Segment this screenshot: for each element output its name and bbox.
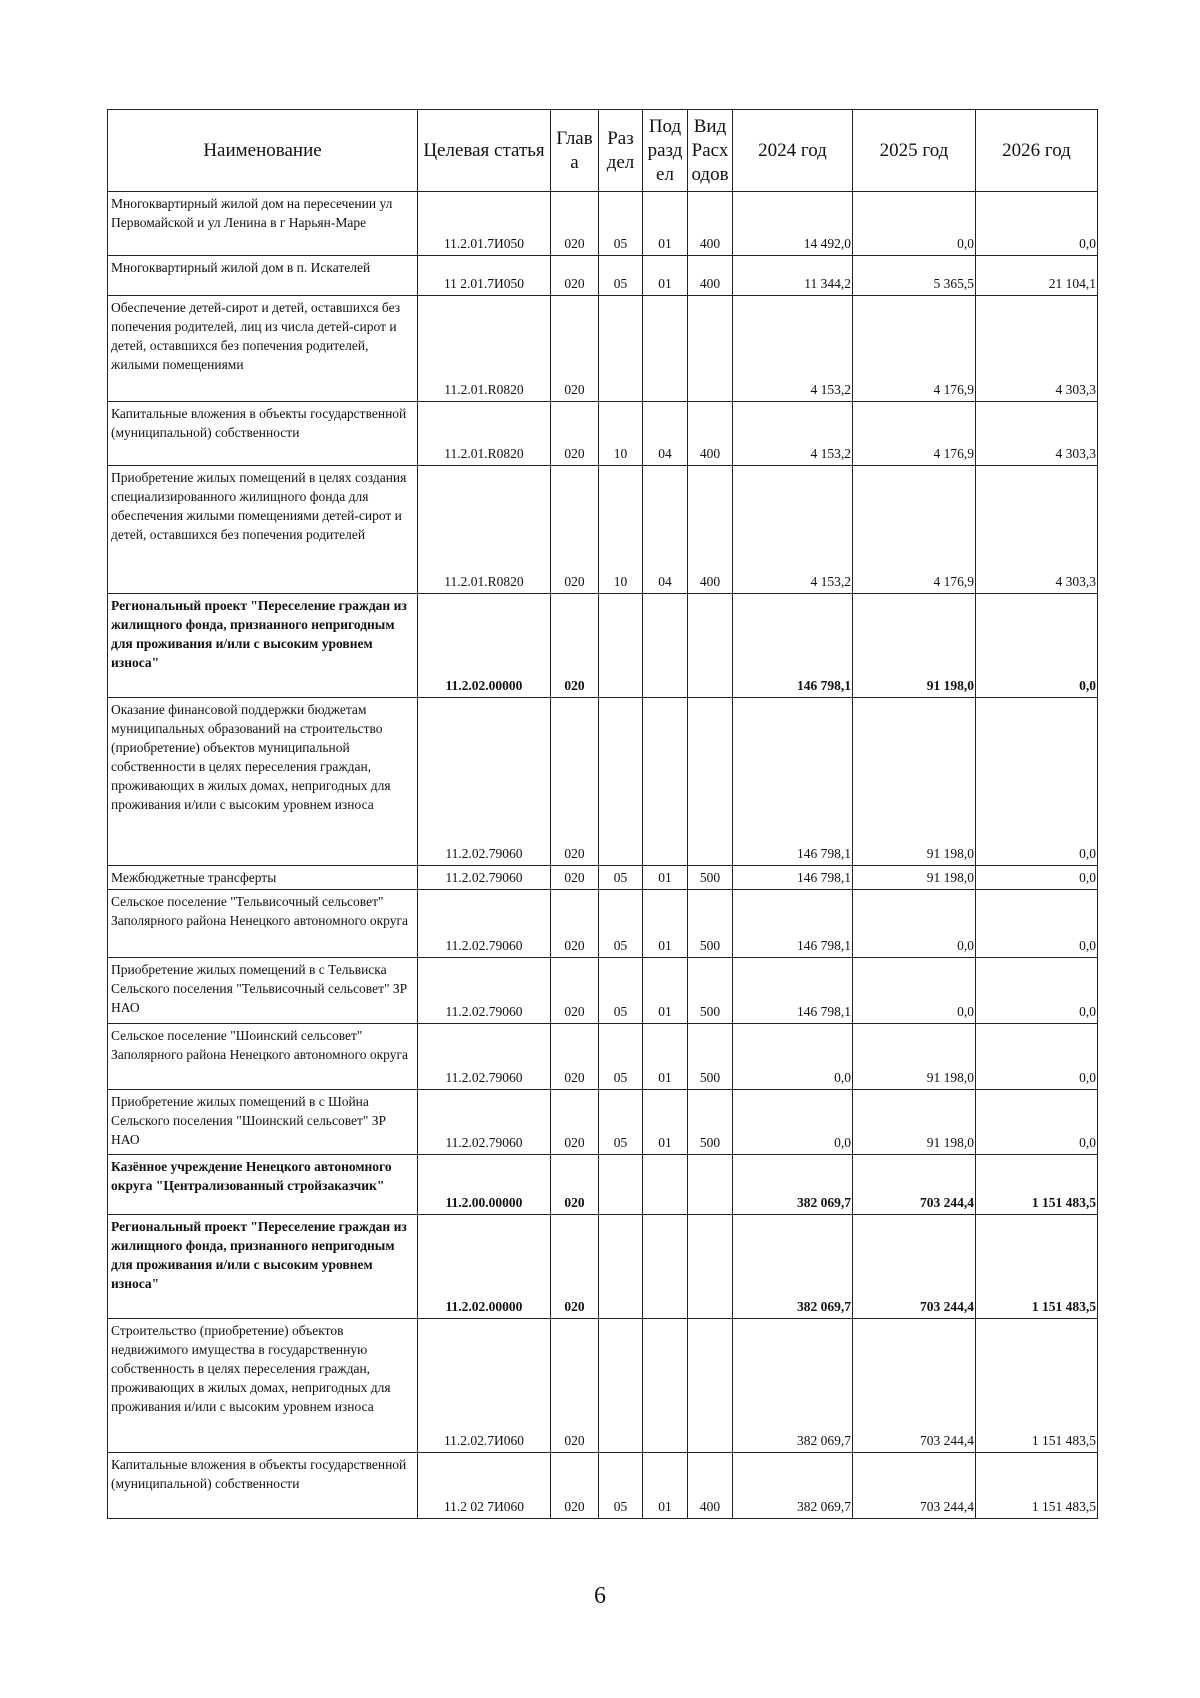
cell-glava: 020 (551, 402, 599, 466)
cell-2026: 21 104,1 (976, 256, 1098, 296)
cell-podrazdel: 01 (643, 866, 688, 890)
table-row (108, 1024, 1098, 1090)
cell-2024: 146 798,1 (733, 958, 853, 1024)
table-row (108, 866, 1098, 890)
table-row (108, 1090, 1098, 1155)
cell-name: Приобретение жилых помещений в с Тельвиска Сельского поселения "Тельвисочный сельсовет" ЗР НАО (108, 958, 418, 1024)
cell-2024: 382 069,7 (733, 1215, 853, 1319)
cell-vid: 400 (688, 256, 733, 296)
cell-2025: 91 198,0 (853, 1024, 976, 1090)
cell-name: Сельское поселение "Тельвисочный сельсовет" Заполярного района Ненецкого автономного округа (108, 890, 418, 958)
cell-glava: 020 (551, 594, 599, 698)
cell-podrazdel: 01 (643, 256, 688, 296)
header-glava: Глав а (551, 110, 599, 192)
cell-2025: 703 244,4 (853, 1215, 976, 1319)
cell-razdel: 05 (599, 192, 643, 256)
cell-vid (688, 698, 733, 866)
cell-vid (688, 1155, 733, 1215)
cell-glava: 020 (551, 866, 599, 890)
cell-podrazdel: 01 (643, 1024, 688, 1090)
cell-vid: 400 (688, 1453, 733, 1519)
header-podrazdel: Под разд ел (643, 110, 688, 192)
cell-2026: 1 151 483,5 (976, 1155, 1098, 1215)
table-row (108, 256, 1098, 296)
table-row (108, 698, 1098, 866)
cell-vid (688, 1319, 733, 1453)
cell-podrazdel (643, 1155, 688, 1215)
cell-razdel (599, 296, 643, 402)
cell-code: 11 2.01.7И050 (418, 256, 551, 296)
cell-name: Региональный проект "Переселение граждан из жилищного фонда, признанного непригодным для проживания и/или с высоким уровнем износа" (108, 1215, 418, 1319)
header-2025: 2025 год (853, 110, 976, 192)
header-name: Наименование (108, 110, 418, 192)
cell-2024: 382 069,7 (733, 1453, 853, 1519)
table-row (108, 466, 1098, 594)
header-row (108, 110, 1098, 192)
cell-2025: 4 176,9 (853, 466, 976, 594)
cell-vid: 500 (688, 866, 733, 890)
cell-2026: 4 303,3 (976, 466, 1098, 594)
table-row (108, 594, 1098, 698)
cell-name: Оказание финансовой поддержки бюджетам муниципальных образований на строительство (приобретение) объектов муниципальной собственности в целях переселения граждан, проживающих в жилых домах, непригодных для проживания и/или с высоким уровнем износа (108, 698, 418, 866)
table-row (108, 1453, 1098, 1519)
table-row (108, 402, 1098, 466)
cell-vid: 400 (688, 466, 733, 594)
cell-podrazdel (643, 594, 688, 698)
cell-glava: 020 (551, 296, 599, 402)
cell-razdel: 05 (599, 256, 643, 296)
cell-glava: 020 (551, 1090, 599, 1155)
cell-code: 11.2.02.00000 (418, 594, 551, 698)
cell-vid (688, 594, 733, 698)
cell-razdel: 10 (599, 402, 643, 466)
cell-2025: 91 198,0 (853, 594, 976, 698)
cell-glava: 020 (551, 958, 599, 1024)
cell-2026: 4 303,3 (976, 296, 1098, 402)
cell-2025: 703 244,4 (853, 1155, 976, 1215)
cell-2026: 0,0 (976, 594, 1098, 698)
cell-name: Многоквартирный жилой дом в п. Искателей (108, 256, 418, 296)
cell-name: Строительство (приобретение) объектов недвижимого имущества в государственную собственность в целях переселения граждан, проживающих в жилых домах, непригодных для проживания и/или с высоким уровнем износа (108, 1319, 418, 1453)
cell-code: 11.2.00.00000 (418, 1155, 551, 1215)
cell-2025: 703 244,4 (853, 1453, 976, 1519)
cell-2024: 382 069,7 (733, 1319, 853, 1453)
header-2026: 2026 год (976, 110, 1098, 192)
header-code: Целевая статья (418, 110, 551, 192)
cell-razdel (599, 1215, 643, 1319)
cell-razdel (599, 1319, 643, 1453)
cell-glava: 020 (551, 466, 599, 594)
cell-vid: 500 (688, 958, 733, 1024)
cell-2025: 91 198,0 (853, 698, 976, 866)
cell-2026: 1 151 483,5 (976, 1215, 1098, 1319)
cell-2024: 146 798,1 (733, 594, 853, 698)
cell-2024: 0,0 (733, 1024, 853, 1090)
cell-code: 11.2.02.79060 (418, 698, 551, 866)
cell-glava: 020 (551, 698, 599, 866)
cell-podrazdel (643, 698, 688, 866)
cell-name: Региональный проект "Переселение граждан из жилищного фонда, признанного непригодным для проживания и/или с высоким уровнем износа" (108, 594, 418, 698)
cell-podrazdel (643, 1215, 688, 1319)
cell-podrazdel: 04 (643, 402, 688, 466)
table-row (108, 1155, 1098, 1215)
cell-razdel: 05 (599, 1024, 643, 1090)
cell-name: Капитальные вложения в объекты государственной (муниципальной) собственности (108, 402, 418, 466)
cell-code: 11.2.02.79060 (418, 1024, 551, 1090)
cell-2025: 4 176,9 (853, 296, 976, 402)
cell-vid: 500 (688, 890, 733, 958)
cell-glava: 020 (551, 256, 599, 296)
cell-2026: 0,0 (976, 192, 1098, 256)
header-vid: Вид Расх одов (688, 110, 733, 192)
cell-2025: 5 365,5 (853, 256, 976, 296)
cell-name: Казённое учреждение Ненецкого автономного округа "Централизованный стройзаказчик" (108, 1155, 418, 1215)
cell-2026: 1 151 483,5 (976, 1319, 1098, 1453)
header-razdel: Раз дел (599, 110, 643, 192)
cell-podrazdel (643, 296, 688, 402)
cell-2026: 1 151 483,5 (976, 1453, 1098, 1519)
cell-code: 11.2 02 7И060 (418, 1453, 551, 1519)
cell-code: 11.2.02.79060 (418, 958, 551, 1024)
table-row (108, 296, 1098, 402)
cell-code: 11.2.01.7И050 (418, 192, 551, 256)
cell-podrazdel: 01 (643, 958, 688, 1024)
table-row (108, 890, 1098, 958)
cell-podrazdel (643, 1319, 688, 1453)
cell-code: 11.2.02.79060 (418, 890, 551, 958)
cell-vid (688, 1215, 733, 1319)
cell-razdel: 05 (599, 1453, 643, 1519)
cell-code: 11.2.01.R0820 (418, 466, 551, 594)
cell-podrazdel: 04 (643, 466, 688, 594)
cell-name: Межбюджетные трансферты (108, 866, 418, 890)
cell-2026: 0,0 (976, 698, 1098, 866)
cell-2025: 0,0 (853, 958, 976, 1024)
cell-razdel: 10 (599, 466, 643, 594)
cell-vid: 500 (688, 1090, 733, 1155)
cell-2024: 4 153,2 (733, 466, 853, 594)
budget-table (107, 109, 1098, 1519)
cell-2024: 146 798,1 (733, 890, 853, 958)
cell-2025: 0,0 (853, 192, 976, 256)
table-row (108, 958, 1098, 1024)
cell-code: 11.2.01.R0820 (418, 296, 551, 402)
cell-vid (688, 296, 733, 402)
cell-2025: 4 176,9 (853, 402, 976, 466)
cell-glava: 020 (551, 1024, 599, 1090)
cell-2026: 0,0 (976, 866, 1098, 890)
cell-2024: 0,0 (733, 1090, 853, 1155)
cell-name: Многоквартирный жилой дом на пересечении ул Первомайской и ул Ленина в г Нарьян-Маре (108, 192, 418, 256)
table-row (108, 1215, 1098, 1319)
cell-vid: 400 (688, 402, 733, 466)
cell-code: 11.2.02.7И060 (418, 1319, 551, 1453)
cell-2024: 146 798,1 (733, 866, 853, 890)
cell-2026: 0,0 (976, 958, 1098, 1024)
cell-code: 11.2.02.00000 (418, 1215, 551, 1319)
cell-razdel: 05 (599, 866, 643, 890)
cell-2026: 4 303,3 (976, 402, 1098, 466)
cell-vid: 500 (688, 1024, 733, 1090)
cell-2024: 11 344,2 (733, 256, 853, 296)
table-row (108, 1319, 1098, 1453)
page-number: 6 (594, 1583, 606, 1609)
cell-code: 11.2.02.79060 (418, 1090, 551, 1155)
cell-2025: 91 198,0 (853, 866, 976, 890)
cell-2026: 0,0 (976, 890, 1098, 958)
cell-razdel: 05 (599, 1090, 643, 1155)
cell-podrazdel: 01 (643, 1453, 688, 1519)
cell-name: Капитальные вложения в объекты государственной (муниципальной) собственности (108, 1453, 418, 1519)
cell-2025: 0,0 (853, 890, 976, 958)
cell-glava: 020 (551, 1215, 599, 1319)
table-row (108, 192, 1098, 256)
cell-name: Обеспечение детей-сирот и детей, оставшихся без попечения родителей, лиц из числа детей-сирот и детей, оставшихся без попечения родителей, жилыми помещениями (108, 296, 418, 402)
cell-name: Приобретение жилых помещений в целях создания специализированного жилищного фонда для обеспечения жилыми помещениями детей-сирот и детей, оставшихся без попечения родителей (108, 466, 418, 594)
cell-podrazdel: 01 (643, 890, 688, 958)
cell-2025: 703 244,4 (853, 1319, 976, 1453)
cell-name: Приобретение жилых помещений в с Шойна Сельского поселения "Шоинский сельсовет" ЗР НАО (108, 1090, 418, 1155)
cell-glava: 020 (551, 1453, 599, 1519)
cell-glava: 020 (551, 890, 599, 958)
cell-glava: 020 (551, 1155, 599, 1215)
cell-2026: 0,0 (976, 1090, 1098, 1155)
cell-razdel: 05 (599, 958, 643, 1024)
cell-2024: 146 798,1 (733, 698, 853, 866)
cell-razdel (599, 698, 643, 866)
cell-code: 11.2.01.R0820 (418, 402, 551, 466)
cell-glava: 020 (551, 192, 599, 256)
cell-2024: 4 153,2 (733, 402, 853, 466)
cell-vid: 400 (688, 192, 733, 256)
cell-2024: 14 492,0 (733, 192, 853, 256)
cell-podrazdel: 01 (643, 1090, 688, 1155)
cell-name: Сельское поселение "Шоинский сельсовет" Заполярного района Ненецкого автономного округа (108, 1024, 418, 1090)
cell-podrazdel: 01 (643, 192, 688, 256)
cell-2026: 0,0 (976, 1024, 1098, 1090)
cell-2024: 4 153,2 (733, 296, 853, 402)
cell-glava: 020 (551, 1319, 599, 1453)
cell-code: 11.2.02.79060 (418, 866, 551, 890)
cell-razdel (599, 594, 643, 698)
cell-2024: 382 069,7 (733, 1155, 853, 1215)
cell-2025: 91 198,0 (853, 1090, 976, 1155)
cell-razdel (599, 1155, 643, 1215)
cell-razdel: 05 (599, 890, 643, 958)
header-2024: 2024 год (733, 110, 853, 192)
